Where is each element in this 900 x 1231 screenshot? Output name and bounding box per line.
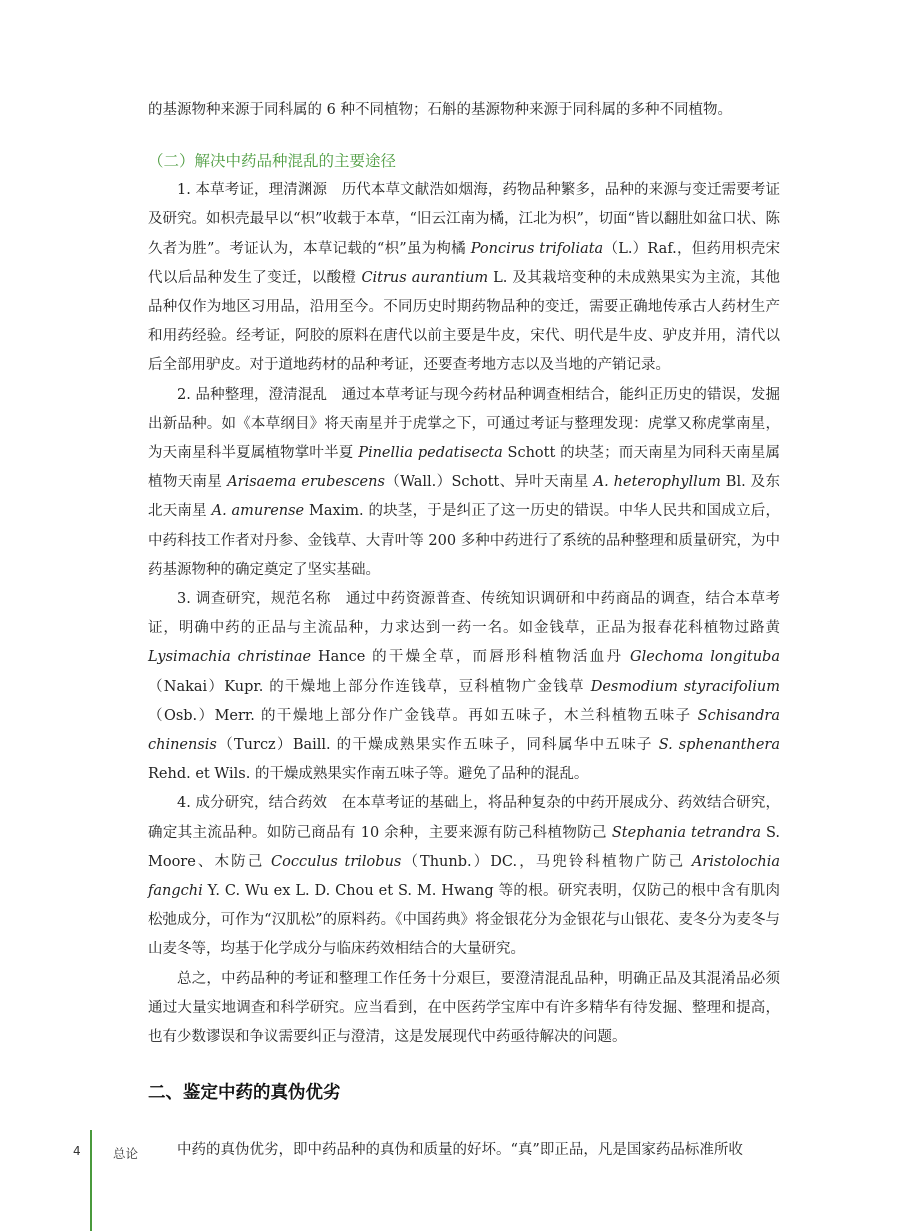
paragraph-intro: 的基源物种来源于同科属的 6 种不同植物；石斛的基源物种来源于同科属的多种不同植物。 [148,102,732,118]
text-run: S. Moore、木防己 [148,824,780,870]
text-run: Schott 的块茎；而天南星为同科天南星属植物天南星 [148,445,780,491]
latin-name: Desmodium styracifolium [590,678,780,695]
page-body [148,96,780,1166]
latin-name: A. heterophyllum [593,474,721,491]
latin-name: Aristolochia fangchi [148,853,781,900]
page-number: 4 [73,1144,81,1158]
text-run: 4. 成分研究，结合药效 在本草考证的基础上，将品种复杂的中药开展成分、药效结合研究，确定其主流品种。如防己商品有 10 余种，主要来源有防己科植物防己 [148,795,780,841]
paragraph-summary: 总之，中药品种的考证和整理工作任务十分艰巨，要澄清混乱品种，明确正品及其混淆品必须通过大量实地调查和科学研究。应当看到，在中医药学宝库中有许多精华有待发掘、整理和提高，也有少数谬误和争议需要纠正与澄清，这是发展现代中药亟待解决的问题。 [148,970,780,1046]
text-run: （Thunb.）DC.，马兜铃科植物广防己 [401,853,692,870]
latin-name: Pinellia pedatisecta [358,445,503,462]
text-run: Hance 的干燥全草，而唇形科植物活血丹 [311,649,631,666]
text-run: 1. 本草考证，理清渊源 历代本草文献浩如烟海，药物品种繁多，品种的来源与变迁需要考证及研究。如枳壳最早以“枳”收载于本草，“旧云江南为橘，江北为枳”，切面“皆以翻肚如盆口状、陈久者为胜”。考证认为，本草记载的“枳”虽为枸橘 [148,182,780,257]
text-run: Y. C. Wu ex L. D. Chou et S. M. Hwang 等的根。研究表明，仅防己的根中含有肌肉松弛成分，可作为“汉肌松”的原料药。《中国药典》将金银花分为金银花与山银花、麦冬分为麦冬与山麦冬等，均基于化学成分与临床药效相结合的大量研究。 [148,883,780,958]
text-run: Bl. 及东北天南星 [148,474,781,520]
text-run: 2. 品种整理，澄清混乱 通过本草考证与现今药材品种调查相结合，能纠正历史的错误，发掘出新品种。如《本草纲目》将天南星并于虎掌之下，可通过考证与整理发现：虎掌又称虎掌南星，为天南星科半夏属植物掌叶半夏 [148,386,780,462]
latin-name: Poncirus trifoliata [470,240,604,257]
paragraph-section-intro: 中药的真伪优劣，即中药品种的真伪和质量的好坏。“真”即正品，凡是国家药品标准所收 [177,1142,743,1159]
section-heading: 二、鉴定中药的真伪优劣 [148,1083,341,1104]
latin-name: Arisaema erubescens [227,474,385,491]
text-run: （Nakai）Kupr. 的干燥地上部分作连钱草，豆科植物广金钱草 [148,678,591,695]
paragraph-item-4 [148,789,780,964]
running-footer-label: 总论 [113,1146,139,1161]
text-run: （Turcz）Baill. 的干燥成熟果实作五味子，同科属华中五味子 [216,737,659,754]
paragraph-item-1 [148,176,780,380]
text-run: 3. 调查研究，规范名称 通过中药资源普查、传统知识调研和中药商品的调查，结合本草考证，明确中药的正品与主流品种，力求达到一药一名。如金钱草，正品为报春花科植物过路黄 [148,591,780,637]
latin-name: Schisandra chinensis [148,707,780,754]
latin-name: Lysimachia christinae [148,649,312,666]
latin-name: S. sphenanthera [658,737,780,754]
text-run: L. 及其栽培变种的未成熟果实为主流，其他品种仅作为地区习用品，沿用至今。不同历史时期药物品种的变迁，需要正确地传承古人药材生产和用药经验。经考证，阿胶的原料在唐代以前主要是牛皮，宋代、明代是牛皮、驴皮并用，清代以后全部用驴皮。对于道地药材的品种考证，还要查考地方志以及当地的产销记录。 [148,269,780,374]
subsection-heading: （二）解决中药品种混乱的主要途径 [148,152,397,171]
text-run: （Osb.）Merr. 的干燥地上部分作广金钱草。再如五味子，木兰科植物五味子 [148,707,698,724]
text-run: Maxim. 的块茎，于是纠正了这一历史的错误。中华人民共和国成立后，中药科技工作者对丹参、金钱草、大青叶等 200 多种中药进行了系统的品种整理和质量研究，为中药基源物种的确定奠定了坚实基础。 [148,503,781,578]
text-run: （Wall.）Schott、异叶天南星 [384,474,594,491]
latin-name: Stephania tetrandra [611,824,762,841]
text-run: Rehd. et Wils. 的干燥成熟果实作南五味子等。避免了品种的混乱。 [148,766,589,783]
latin-name: Glechoma longituba [630,649,780,666]
latin-name: Cocculus trilobus [271,853,402,870]
paragraph-item-2 [148,381,780,585]
footer-divider [90,1130,92,1231]
paragraph-item-3 [148,585,780,789]
latin-name: Citrus aurantium [361,269,489,286]
latin-name: A. amurense [211,503,305,520]
text-run: （L.）Raf.，但药用枳壳宋代以后品种发生了变迁，以酸橙 [148,240,780,286]
